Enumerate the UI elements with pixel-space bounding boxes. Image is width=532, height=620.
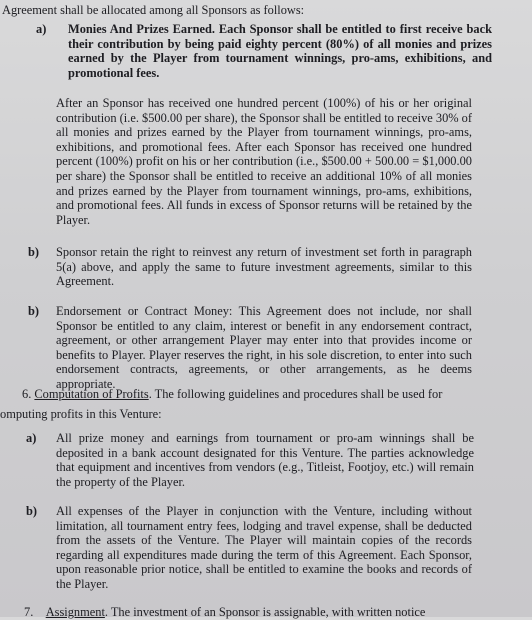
item-a-label: a) [36, 22, 47, 36]
item-b-expenses-label: b) [26, 504, 38, 518]
item-a-monies-and-prizes: Monies And Prizes Earned. Each Sponsor shall be entitled to first receive back their contribution by being paid eighty percent (80%) of all monies and prizes earned by the Player from tournament winnings, pro-ams, exhibitions, and promotional fees. [68, 22, 492, 80]
item-b-expenses: All expenses of the Player in conjunction with the Venture, including without limitation, all tournament entry fees, lodging and travel expense, shall be deducted from the assets of the Venture. The Player will maintain copies of the records regarding all expenditures made during the term of this Agreement. Each Sponsor, upon reasonable prior notice, shall be entitled to examine the books and records of the Player. [56, 504, 472, 591]
section-7-heading [24, 605, 494, 620]
section-6-heading [22, 387, 482, 402]
item-b-endorsement: Endorsement or Contract Money: This Agreement does not include, nor shall Sponsor be entitled to any claim, interest or benefit in any endorsement contract, agreement, or other arrangement Player may enter into that provides income or benefits to Player. Player reserves the right, in his sole discretion, to enter into such endorsement contracts, agreements, or other arrangements, as he deems appropriate. [56, 304, 472, 391]
section-6-number: 6. [22, 387, 32, 401]
section-6-intro-cont: omputing profits in this Venture: [0, 407, 162, 421]
section-6-intro: . The following guidelines and procedures shall be used for [148, 387, 443, 401]
section-7-number: 7. [24, 605, 34, 619]
item-b-endorsement-label: b) [28, 304, 40, 318]
section-6-title: Computation of Profits [34, 387, 149, 401]
section-7-title: Assignment [45, 605, 105, 619]
section-7-text: . The investment of an Sponsor is assignable, with written notice [104, 605, 426, 619]
item-a-prize-label: a) [26, 431, 37, 445]
item-b-reinvest: Sponsor retain the right to reinvest any return of investment set forth in paragraph 5(a) above, and apply the same to future investment agreements, similar to this Agreement. [56, 245, 472, 289]
intro-line: Agreement shall be allocated among all Sponsors as follows: [2, 3, 305, 17]
item-a-prize-money: All prize money and earnings from tournament or pro-am winnings shall be deposited in a bank account designated for this Venture. The parties acknowledge that equipment and incentives from vendors (e.g., Titleist, Footjoy, etc.) will remain the property of the Player. [56, 431, 474, 489]
item-b-label: b) [28, 245, 40, 259]
paragraph-after-contribution: After an Sponsor has received one hundred percent (100%) of his or her original contribution (i.e. $500.00 per share), the Sponsor shall be entitled to receive 30% of all monies and prizes earned by the Player from tournament winnings, pro-ams, exhibitions, and promotional fees. After each Sponsor has received one hundred percent (100%) profit on his or her contribution (i.e., $500.00 + 500.00 = $1,000.00 per share) the Sponsor shall be entitled to receive an additional 10% of all monies and prizes earned by the Player from tournament winnings, pro-ams, exhibitions, and promotional fees. All funds in excess of Sponsor returns will be retained by the Player. [56, 96, 473, 227]
